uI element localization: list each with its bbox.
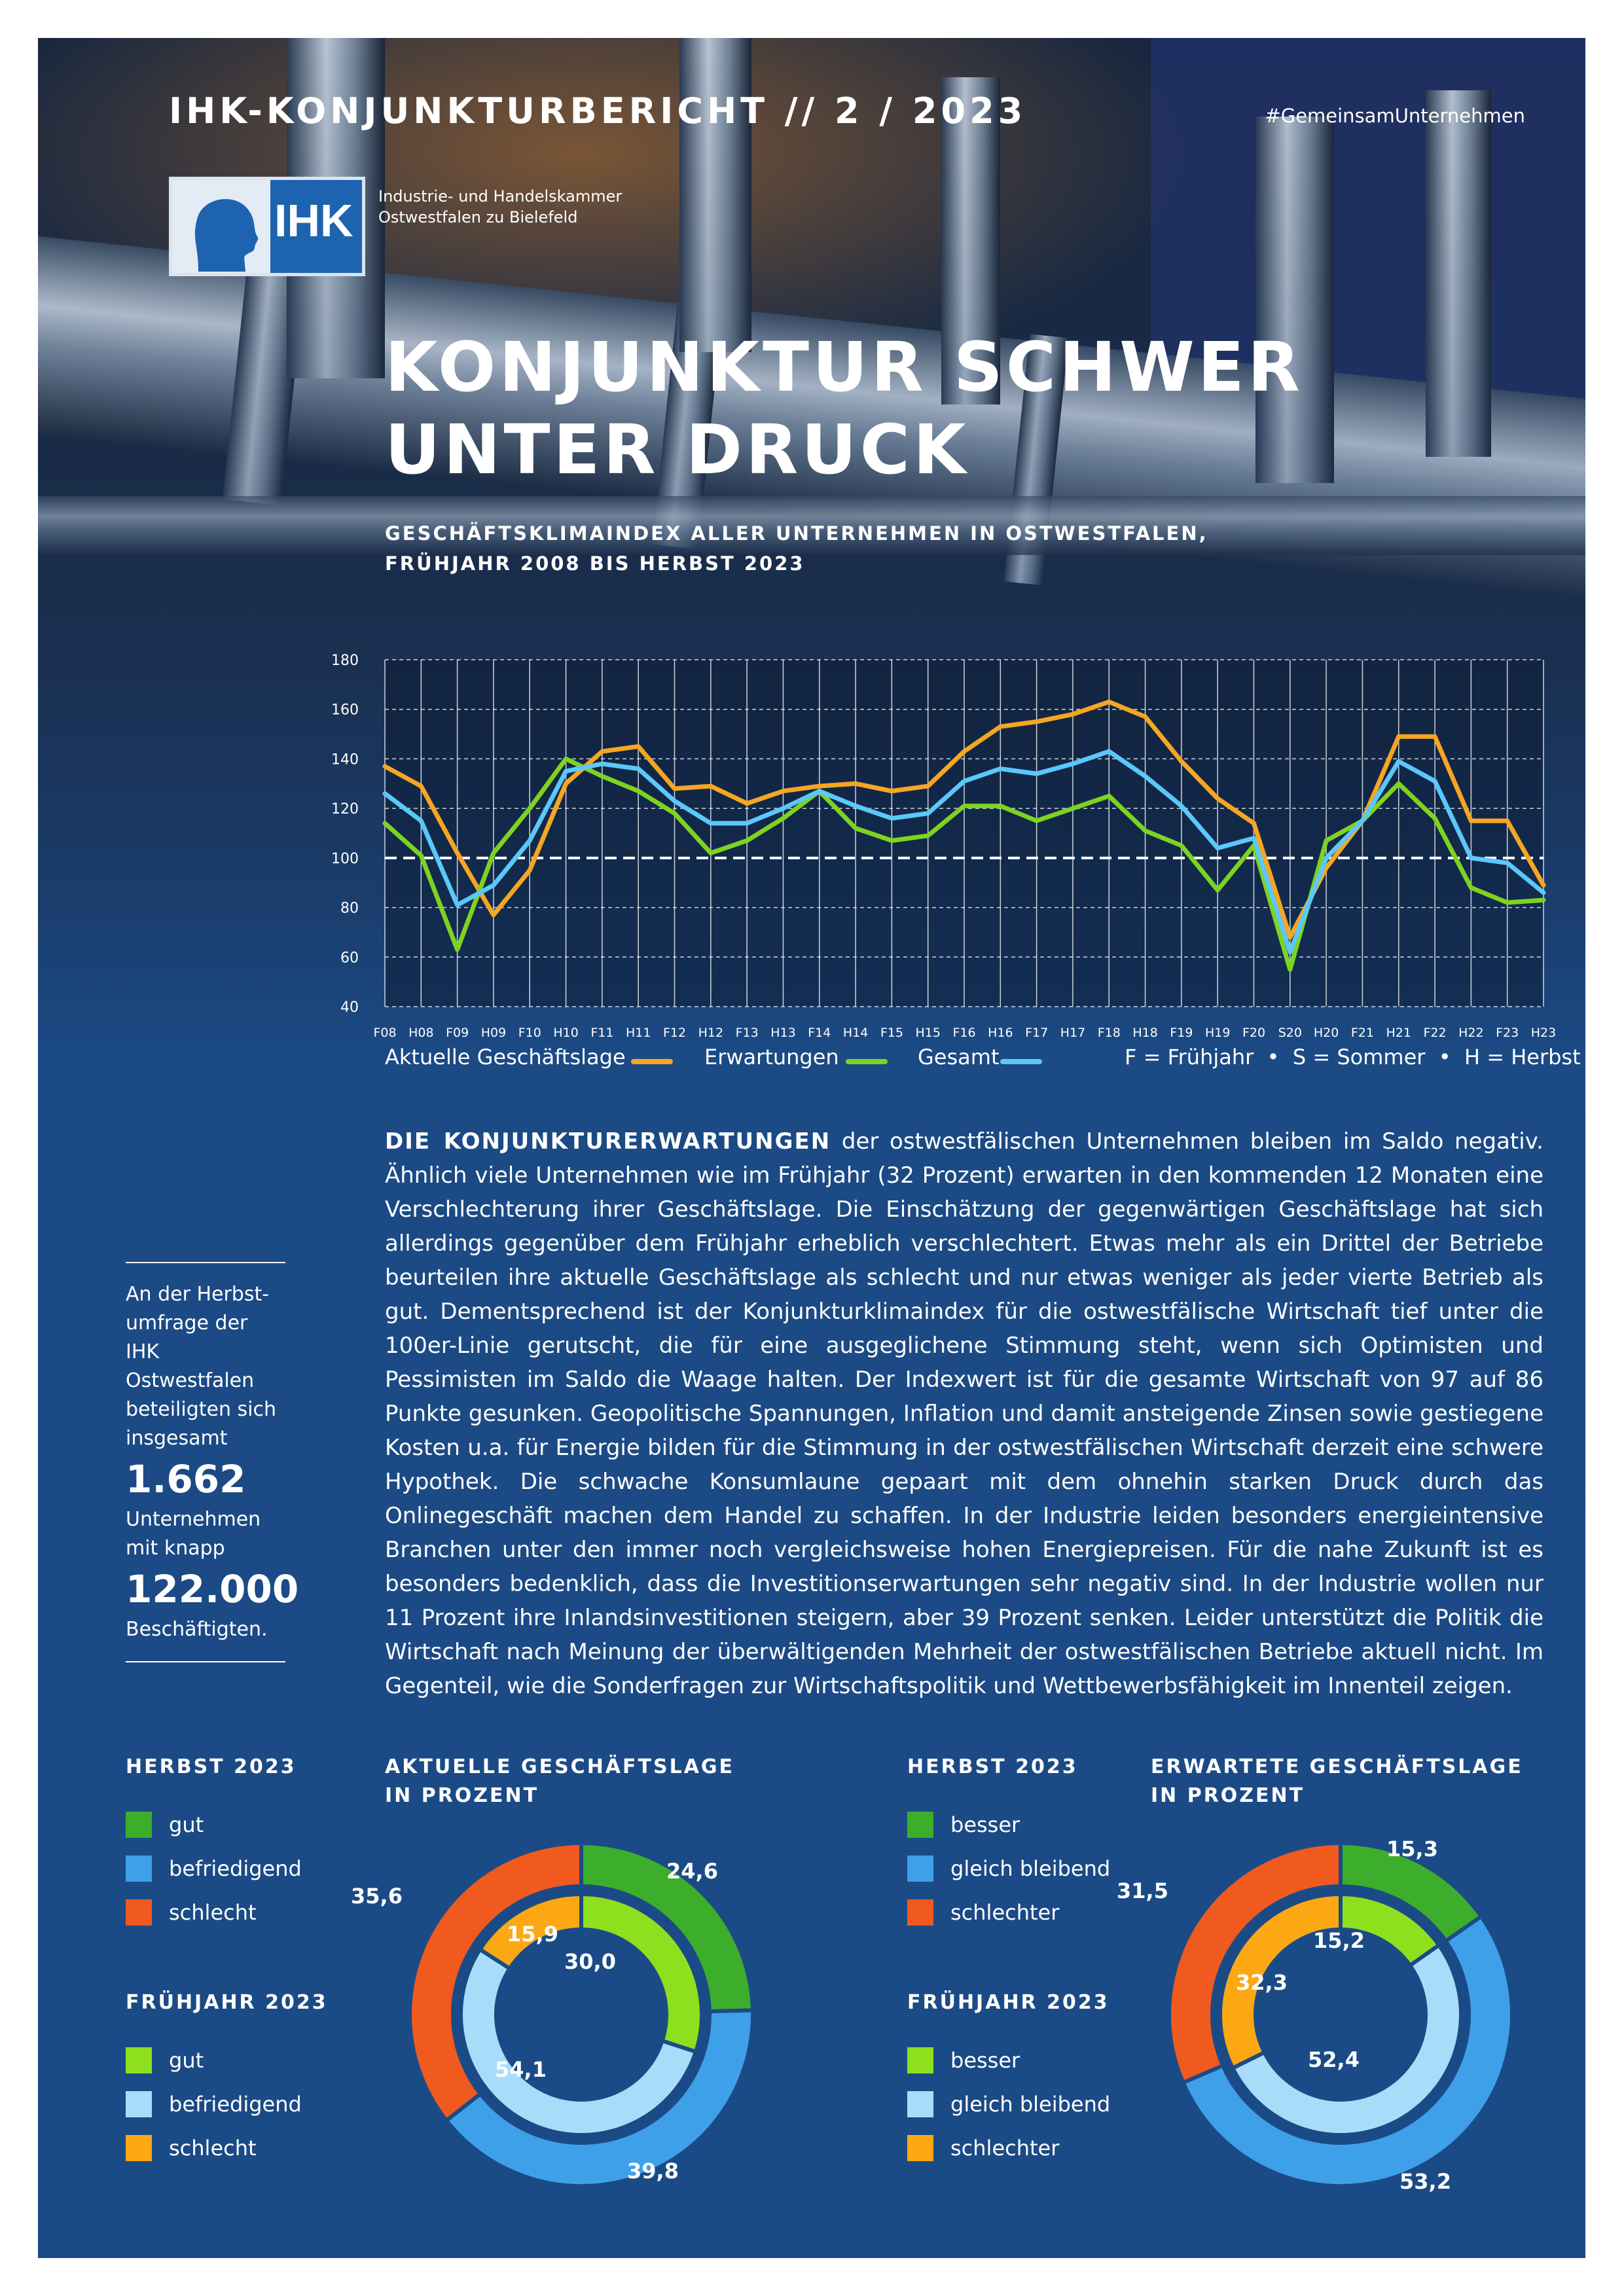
x-tick-label: H12 bbox=[698, 1026, 724, 1040]
x-tick-label: H15 bbox=[915, 1026, 941, 1040]
legend-swatch-blue bbox=[126, 1856, 152, 1882]
y-tick-label: 120 bbox=[331, 801, 359, 818]
left-donut-title: AKTUELLE GESCHÄFTSLAGE IN PROZENT bbox=[385, 1755, 735, 1807]
x-tick-label: F14 bbox=[808, 1026, 831, 1040]
right-legend-item bbox=[907, 2091, 1110, 2117]
legend-label-total: Gesamt bbox=[918, 1045, 1000, 1069]
legend-line-expectations bbox=[846, 1059, 888, 1064]
x-tick-label: H08 bbox=[408, 1026, 434, 1040]
x-tick-label: F11 bbox=[590, 1026, 614, 1040]
legend-label: schlecht bbox=[169, 2136, 257, 2161]
org-line-1: Industrie- und Handelskammer bbox=[378, 187, 623, 206]
headline-line-2: UNTER DRUCK bbox=[385, 410, 969, 490]
x-tick-label: H21 bbox=[1386, 1026, 1411, 1040]
legend-label-expectations: Erwartungen bbox=[704, 1045, 839, 1069]
divider-top bbox=[126, 1262, 285, 1263]
x-tick-label: F08 bbox=[373, 1026, 397, 1040]
headline bbox=[385, 326, 1303, 491]
y-tick-label: 100 bbox=[331, 850, 359, 867]
legend-label: besser bbox=[950, 1812, 1020, 1837]
donut-value: 39,8 bbox=[627, 2159, 679, 2183]
x-tick-label: F20 bbox=[1242, 1026, 1266, 1040]
left-legend-title-autumn: HERBST 2023 bbox=[126, 1755, 297, 1778]
x-tick-label: F19 bbox=[1170, 1026, 1193, 1040]
x-tick-label: F16 bbox=[952, 1026, 976, 1040]
divider-bottom bbox=[126, 1661, 285, 1662]
legend-line-current bbox=[631, 1059, 673, 1064]
logo-text: IHK bbox=[274, 195, 353, 246]
left-legend-item bbox=[126, 2047, 204, 2073]
x-tick-label: H19 bbox=[1204, 1026, 1231, 1040]
legend-swatch-red bbox=[907, 1899, 933, 1926]
current-situation-donut-chart bbox=[405, 1838, 758, 2191]
left-legend-item bbox=[126, 1856, 302, 1882]
x-tick-label: F17 bbox=[1025, 1026, 1049, 1040]
y-tick-label: 140 bbox=[331, 751, 359, 768]
legend-swatch-lightblue bbox=[907, 2091, 933, 2117]
donut-value: 32,3 bbox=[1236, 1970, 1288, 1995]
legend-label: schlechter bbox=[950, 1900, 1060, 1925]
right-legend-item bbox=[907, 2135, 1059, 2161]
business-climate-line-chart bbox=[300, 614, 1585, 1085]
y-tick-label: 80 bbox=[340, 900, 359, 917]
legend-label: gleich bleibend bbox=[950, 2092, 1111, 2117]
donut-value: 30,0 bbox=[564, 1949, 616, 1974]
employee-count: 122.000 bbox=[126, 1567, 299, 1611]
donut-value: 24,6 bbox=[666, 1859, 718, 1884]
left-legend-item bbox=[126, 1899, 257, 1926]
chart-legend bbox=[385, 1045, 1583, 1077]
legend-swatch-lightgreen bbox=[126, 2047, 152, 2073]
y-tick-label: 60 bbox=[340, 950, 359, 967]
legend-label: gut bbox=[169, 2048, 204, 2073]
headline-line-1: KONJUNKTUR SCHWER bbox=[385, 327, 1303, 407]
y-tick-label: 160 bbox=[331, 702, 359, 719]
legend-swatch-lightblue bbox=[126, 2091, 152, 2117]
legend-label: gleich bleibend bbox=[950, 1856, 1111, 1881]
x-tick-label: H20 bbox=[1313, 1026, 1339, 1040]
report-page bbox=[38, 38, 1585, 2258]
report-title: IHK-KONJUNKTURBERICHT // 2 / 2023 bbox=[169, 90, 1027, 132]
right-legend-title-spring: FRÜHJAHR 2023 bbox=[907, 1991, 1110, 2014]
right-legend-title-autumn: HERBST 2023 bbox=[907, 1755, 1078, 1778]
legend-swatch-orange bbox=[126, 2135, 152, 2161]
legend-swatch-lightgreen bbox=[907, 2047, 933, 2073]
legend-swatch-blue bbox=[907, 1856, 933, 1882]
donut-value: 15,2 bbox=[1313, 1928, 1365, 1953]
chart-title bbox=[385, 518, 1208, 579]
donut-value: 53,2 bbox=[1399, 2169, 1451, 2194]
ihk-logo bbox=[169, 177, 365, 276]
donut-value: 54,1 bbox=[495, 2057, 547, 2082]
legend-season-note: F = Frühjahr • S = Sommer • H = Herbst bbox=[1125, 1045, 1581, 1069]
legend-label: befriedigend bbox=[169, 1856, 302, 1881]
legend-label: schlechter bbox=[950, 2136, 1060, 2161]
legend-label: gut bbox=[169, 1812, 204, 1837]
x-tick-label: S20 bbox=[1278, 1026, 1302, 1040]
y-tick-label: 180 bbox=[331, 653, 359, 669]
x-tick-label: F12 bbox=[662, 1026, 687, 1040]
expected-situation-donut-chart bbox=[1164, 1838, 1517, 2191]
donut-value: 31,5 bbox=[1117, 1878, 1168, 1903]
x-tick-label: H14 bbox=[842, 1026, 869, 1040]
x-tick-label: F21 bbox=[1350, 1026, 1374, 1040]
x-tick-label: H10 bbox=[553, 1026, 579, 1040]
x-tick-label: F09 bbox=[446, 1026, 469, 1040]
y-tick-label: 40 bbox=[340, 999, 359, 1016]
donut-value: 52,4 bbox=[1308, 2047, 1360, 2072]
donut-value: 15,9 bbox=[507, 1922, 558, 1946]
x-tick-label: F10 bbox=[518, 1026, 541, 1040]
legend-swatch-red bbox=[126, 1899, 152, 1926]
chart-title-line-1: GESCHÄFTSKLIMAINDEX ALLER UNTERNEHMEN IN OSTWESTFALEN, bbox=[385, 522, 1208, 545]
chart-title-line-2: FRÜHJAHR 2008 BIS HERBST 2023 bbox=[385, 552, 805, 575]
organization-name bbox=[378, 186, 622, 228]
x-tick-label: F23 bbox=[1496, 1026, 1519, 1040]
donut-value: 35,6 bbox=[351, 1884, 403, 1909]
left-legend-item bbox=[126, 2091, 302, 2117]
participation-stats bbox=[126, 1262, 299, 1662]
company-count: 1.662 bbox=[126, 1457, 246, 1501]
org-line-2: Ostwestfalen zu Bielefeld bbox=[378, 208, 578, 226]
article-text: der ostwestfälischen Unternehmen bleiben im Saldo negativ. Ähnlich viele Unternehmen wie im Frühjahr (32 Prozent) erwarten in den kommenden 12 Monaten eine Verschlechterung ihrer Geschäftslage. Die Einschätzung der gegenwärtigen Geschäftslage hat sich allerdings gegenüber dem Frühjahr erheblich verschlechtert. Etwas mehr als ein Drittel der Betriebe beurteilen ihre aktuelle Geschäftslage als schlecht und nur etwas weniger als jeder vierte Betrieb als gut. Dementsprechend ist der Konjunkturklimaindex für die ostwestfälische Wirtschaft tief unter die 100er-Linie gerutscht, die für eine ausgeglichene Stimmung steht, wenn sich Optimisten und Pessimisten im Saldo die Waage halten. Der Indexwert ist für die gesamte Wirtschaft von 97 auf 86 Punkte gesunken. Geopolitische Spannungen, Inflation und damit ansteigende Zinsen sowie gestiegene Kosten u.a. für Energie bilden für die Stimmung in der ostwestfälischen Wirtschaft derzeit eine schwere Hypothek. Die schwache Konsumlaune gepaart mit dem ohnehin starken Druck durch das Onlinegeschäft machen dem Handel zu schaffen. In der Industrie leiden besonders energieintensive Branchen unter den immer noch vergleichsweise hohen Energiepreisen. Für die nahe Zukunft ist es besonders bedenklich, dass die Investitionserwartungen sehr negativ sind. In der Industrie wollen nur 11 Prozent ihre Inlandsinvestitionen steigern, aber 39 Prozent senken. Leider unterstützt die Politik die Wirtschaft nach Meinung der überwältigenden Mehrheit der ostwestfälischen Betriebe aktuell nicht. Im Gegenteil, wie die Sonderfragen zur Wirtschaftspolitik und Wettbewerbsfähigkeit im Innenteil zeigen. bbox=[385, 1128, 1543, 1699]
legend-swatch-green bbox=[907, 1812, 933, 1838]
stats-end-text: Beschäftigten. bbox=[126, 1618, 268, 1641]
right-legend-item bbox=[907, 1812, 1020, 1838]
legend-label-current: Aktuelle Geschäftslage bbox=[385, 1045, 626, 1069]
x-tick-label: H11 bbox=[625, 1026, 651, 1040]
x-tick-label: H16 bbox=[988, 1026, 1013, 1040]
x-tick-label: H22 bbox=[1458, 1026, 1484, 1040]
legend-label: besser bbox=[950, 2048, 1020, 2073]
left-legend-item bbox=[126, 2135, 257, 2161]
donut-value: 15,3 bbox=[1386, 1837, 1438, 1861]
right-legend-item bbox=[907, 1856, 1110, 1882]
right-legend-item bbox=[907, 1899, 1059, 1926]
x-tick-label: F22 bbox=[1423, 1026, 1447, 1040]
right-legend-item bbox=[907, 2047, 1020, 2073]
left-legend-item bbox=[126, 1812, 204, 1838]
x-tick-label: H18 bbox=[1132, 1026, 1158, 1040]
legend-swatch-orange bbox=[907, 2135, 933, 2161]
legend-label: befriedigend bbox=[169, 2092, 302, 2117]
article-body bbox=[385, 1124, 1543, 1703]
x-tick-label: H23 bbox=[1530, 1026, 1557, 1040]
legend-line-total bbox=[1000, 1059, 1042, 1064]
x-tick-label: H17 bbox=[1060, 1026, 1086, 1040]
x-tick-label: H13 bbox=[770, 1026, 796, 1040]
x-tick-label: F15 bbox=[880, 1026, 903, 1040]
legend-swatch-green bbox=[126, 1812, 152, 1838]
x-tick-label: H09 bbox=[480, 1026, 507, 1040]
stats-middle-text: Unternehmen mit knapp bbox=[126, 1508, 261, 1560]
right-donut-title: ERWARTETE GESCHÄFTSLAGE IN PROZENT bbox=[1151, 1755, 1523, 1807]
stats-intro-text: An der Herbst- umfrage der IHK Ostwestfalen beteiligten sich insgesamt bbox=[126, 1283, 277, 1450]
left-legend-title-spring: FRÜHJAHR 2023 bbox=[126, 1991, 328, 2014]
x-tick-label: F13 bbox=[735, 1026, 759, 1040]
article-lead: DIE KONJUNKTURERWARTUNGEN bbox=[385, 1128, 831, 1155]
hashtag: #GemeinsamUnternehmen bbox=[1265, 105, 1525, 127]
legend-label: schlecht bbox=[169, 1900, 257, 1925]
x-tick-label: F18 bbox=[1097, 1026, 1121, 1040]
